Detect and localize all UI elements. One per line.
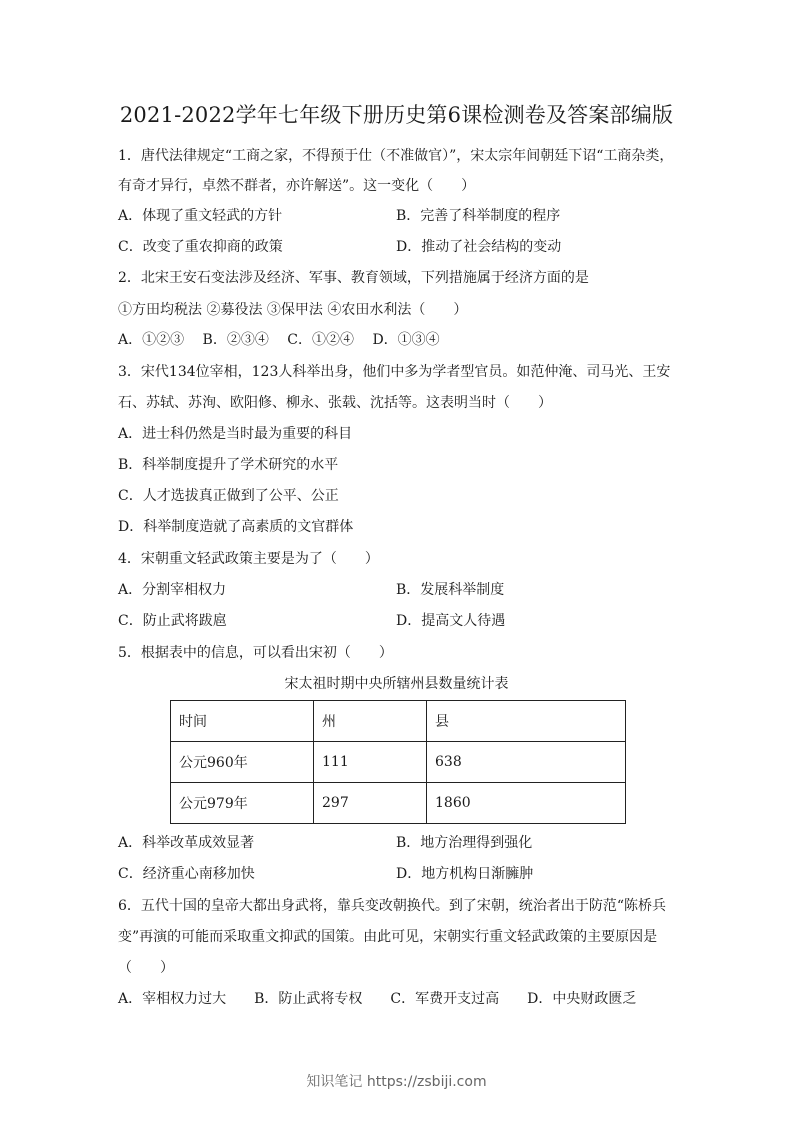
q6-line2: 变”再演的可能而采取重文抑武的国策。由此可见，宋朝实行重文轻武政策的主要原因是 xyxy=(118,929,658,945)
page-title: 2021-2022学年七年级下册历史第6课检测卷及答案部编版 xyxy=(119,103,674,127)
q2-line1: 2．北宋王安石变法涉及经济、军事、教育领域，下列措施属于经济方面的是 xyxy=(118,270,589,286)
table-cell: 公元979年 xyxy=(171,783,314,824)
table-row xyxy=(171,742,626,783)
q4-option-c: C．防止武将跋扈 xyxy=(118,613,227,629)
q4-option-b: B．发展科举制度 xyxy=(396,582,505,598)
table-cell: 111 xyxy=(314,742,427,783)
q1-option-b: B．完善了科举制度的程序 xyxy=(396,208,561,224)
q6-options: A．宰相权力过大 B．防止武将专权 C．军费开支过高 D．中央财政匮乏 xyxy=(118,991,637,1007)
q5-option-d: D．地方机构日渐臃肿 xyxy=(396,866,534,882)
q1-line1: 1．唐代法律规定“工商之家，不得预于仕（不准做官）”，宋太宗年间朝廷下诏“工商杂类， xyxy=(118,148,674,164)
q5-option-c: C．经济重心南移加快 xyxy=(118,866,255,882)
footer-watermark: 知识笔记 https://zsbiji.com xyxy=(306,1074,487,1090)
table-title: 宋太祖时期中央所辖州县数量统计表 xyxy=(284,676,509,692)
q3-option-c: C．人才选拔真正做到了公平、公正 xyxy=(118,488,339,504)
q3-line1: 3．宋代134位宰相，123人科举出身，他们中多为学者型官员。如范仲淹、司马光、王安 xyxy=(118,364,671,380)
q1-option-d: D．推动了社会结构的变动 xyxy=(396,239,562,255)
q5-option-a: A．科举改革成效显著 xyxy=(118,835,255,851)
table-header-cell: 县 xyxy=(427,701,626,742)
table-row xyxy=(171,783,626,824)
q4-option-a: A．分割宰相权力 xyxy=(118,582,227,598)
q6-line3: （ ） xyxy=(118,960,174,976)
q1-option-a: A．体现了重文轻武的方针 xyxy=(118,208,283,224)
table-header-cell: 时间 xyxy=(171,701,314,742)
county-stats-table xyxy=(170,700,626,824)
q1-option-c: C．改变了重农抑商的政策 xyxy=(118,239,283,255)
table-cell: 297 xyxy=(314,783,427,824)
table-cell: 1860 xyxy=(427,783,626,824)
table-header-row xyxy=(171,701,626,742)
q3-option-b: B．科举制度提升了学术研究的水平 xyxy=(118,457,339,473)
q3-option-d: D．科举制度造就了高素质的文官群体 xyxy=(118,519,354,535)
q6-line1: 6．五代十国的皇帝大都出身武将，靠兵变改朝换代。到了宋朝，统治者出于防范“陈桥兵 xyxy=(118,898,667,914)
q4-option-d: D．提高文人待遇 xyxy=(396,613,506,629)
q5-line1: 5．根据表中的信息，可以看出宋初（ ） xyxy=(118,645,393,661)
q4-line1: 4．宋朝重文轻武政策主要是为了（ ） xyxy=(118,551,379,567)
q2-line2: ①方田均税法 ②募役法 ③保甲法 ④农田水利法（ ） xyxy=(118,302,468,318)
q3-line2: 石、苏轼、苏洵、欧阳修、柳永、张载、沈括等。这表明当时（ ） xyxy=(118,395,552,411)
table-header-cell: 州 xyxy=(314,701,427,742)
table-cell: 638 xyxy=(427,742,626,783)
q2-options: A．①②③ B．②③④ C．①②④ D．①③④ xyxy=(118,332,440,348)
q1-line2: 有奇才异行，卓然不群者，亦许解送”。这一变化（ ） xyxy=(118,178,476,194)
q3-option-a: A．进士科仍然是当时最为重要的科目 xyxy=(118,426,353,442)
table-cell: 公元960年 xyxy=(171,742,314,783)
q5-option-b: B．地方治理得到强化 xyxy=(396,835,533,851)
